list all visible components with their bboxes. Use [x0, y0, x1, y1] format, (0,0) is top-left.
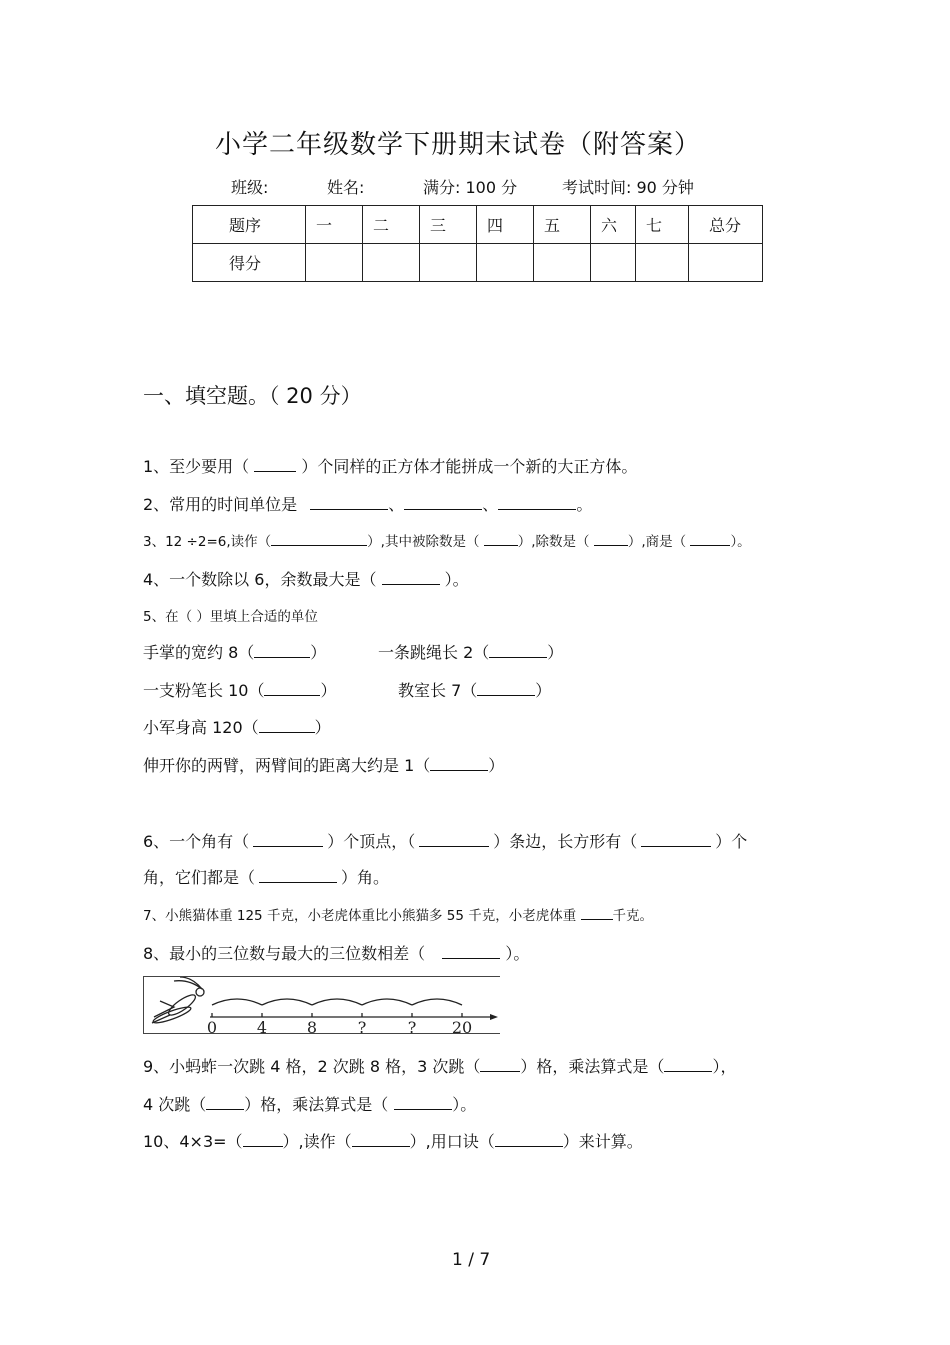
answer-blank[interactable]	[243, 1132, 283, 1147]
answer-blank[interactable]	[581, 905, 613, 920]
exam-time-label: 考试时间: 90 分钟	[562, 178, 694, 197]
question-5e: 小军身高 120（ ）	[143, 718, 331, 737]
question-10: 10、4×3=（ ）,读作（ ）,用口诀（ ）来计算。	[143, 1132, 643, 1151]
number-line-label: ?	[407, 1018, 417, 1033]
score-cell[interactable]	[534, 244, 591, 282]
score-row-label: 得分	[193, 244, 306, 282]
score-cell[interactable]	[636, 244, 689, 282]
answer-blank[interactable]	[254, 643, 310, 658]
answer-blank[interactable]	[664, 1057, 712, 1072]
question-5a: 手掌的宽约 8（ ）	[143, 643, 327, 662]
answer-blank[interactable]	[419, 832, 489, 847]
section-heading: 一、填空题。（ 20 分）	[143, 384, 362, 408]
question-9: 9、小蚂蚱一次跳 4 格，2 次跳 8 格，3 次跳（ ）格，乘法算式是（ ），	[143, 1057, 737, 1076]
answer-blank[interactable]	[310, 495, 388, 510]
table-header-cell: 总分	[689, 206, 763, 244]
answer-blank[interactable]	[480, 1057, 520, 1072]
answer-blank[interactable]	[259, 718, 315, 733]
score-cell[interactable]	[306, 244, 363, 282]
number-line-figure	[143, 976, 500, 1034]
number-line-label: ?	[357, 1018, 367, 1033]
score-cell[interactable]	[689, 244, 763, 282]
score-table	[192, 205, 763, 282]
question-6-cont: 角，它们都是（ ）角。	[143, 868, 390, 887]
answer-blank[interactable]	[430, 756, 488, 771]
answer-blank[interactable]	[495, 1132, 563, 1147]
question-2: 2、常用的时间单位是 、 、 。	[143, 495, 593, 514]
answer-blank[interactable]	[690, 531, 730, 546]
answer-blank[interactable]	[259, 868, 337, 883]
answer-blank[interactable]	[253, 832, 323, 847]
answer-blank[interactable]	[271, 531, 367, 546]
score-cell[interactable]	[363, 244, 420, 282]
name-label: 姓名:	[327, 178, 365, 197]
answer-blank[interactable]	[382, 570, 440, 585]
answer-blank[interactable]	[352, 1132, 410, 1147]
score-table-header-row	[193, 206, 763, 244]
page-number: 1 / 7	[452, 1250, 491, 1270]
table-header-cell: 七	[636, 206, 689, 244]
answer-blank[interactable]	[442, 944, 500, 959]
answer-blank[interactable]	[404, 495, 482, 510]
table-header-cell: 四	[477, 206, 534, 244]
table-header-cell: 六	[591, 206, 636, 244]
question-5: 5、在（ ）里填上合适的单位	[143, 609, 318, 625]
class-label: 班级:	[231, 178, 269, 197]
answer-blank[interactable]	[489, 643, 547, 658]
table-header-cell: 一	[306, 206, 363, 244]
question-9-cont: 4 次跳（ ）格，乘法算式是（ ）。	[143, 1095, 477, 1114]
score-cell[interactable]	[591, 244, 636, 282]
answer-blank[interactable]	[498, 495, 576, 510]
question-6: 6、一个角有（ ）个顶点，（ ）条边，长方形有（ ）个	[143, 832, 748, 851]
answer-blank[interactable]	[394, 1095, 452, 1110]
score-cell[interactable]	[420, 244, 477, 282]
question-8: 8、最小的三位数与最大的三位数相差（ ）。	[143, 944, 530, 963]
question-5d: 教室长 7（ ）	[398, 681, 552, 700]
table-header-cell: 五	[534, 206, 591, 244]
score-cell[interactable]	[477, 244, 534, 282]
question-5f: 伸开你的两臂，两臂间的距离大约是 1（ ）	[143, 756, 505, 775]
question-5b: 一条跳绳长 2（ ）	[378, 643, 564, 662]
number-line-label: 8	[306, 1018, 318, 1033]
number-line-label: 20	[451, 1018, 473, 1033]
number-line-label: 4	[256, 1018, 268, 1033]
table-header-cell: 题序	[193, 206, 306, 244]
answer-blank[interactable]	[641, 832, 711, 847]
full-score-label: 满分: 100 分	[423, 178, 518, 197]
answer-blank[interactable]	[254, 457, 296, 472]
number-line-label: 0	[206, 1018, 218, 1033]
grasshopper-icon	[144, 977, 500, 1033]
question-7: 7、小熊猫体重 125 千克，小老虎体重比小熊猫多 55 千克，小老虎体重 千克。	[143, 904, 653, 924]
page-title: 小学二年级数学下册期末试卷（附答案）	[215, 130, 702, 160]
question-4: 4、一个数除以 6，余数最大是（ ）。	[143, 570, 469, 589]
answer-blank[interactable]	[264, 681, 320, 696]
score-table-row	[193, 244, 763, 282]
answer-blank[interactable]	[484, 531, 518, 546]
table-header-cell: 二	[363, 206, 420, 244]
answer-blank[interactable]	[477, 681, 535, 696]
question-3: 3、12 ÷2=6,读作（ ）,其中被除数是（ ）,除数是（ ）,商是（ ）。	[143, 530, 751, 550]
answer-blank[interactable]	[206, 1095, 244, 1110]
question-5c: 一支粉笔长 10（ ）	[143, 681, 337, 700]
table-header-cell: 三	[420, 206, 477, 244]
answer-blank[interactable]	[594, 531, 628, 546]
question-1: 1、至少要用（ ）个同样的正方体才能拼成一个新的大正方体。	[143, 457, 638, 476]
